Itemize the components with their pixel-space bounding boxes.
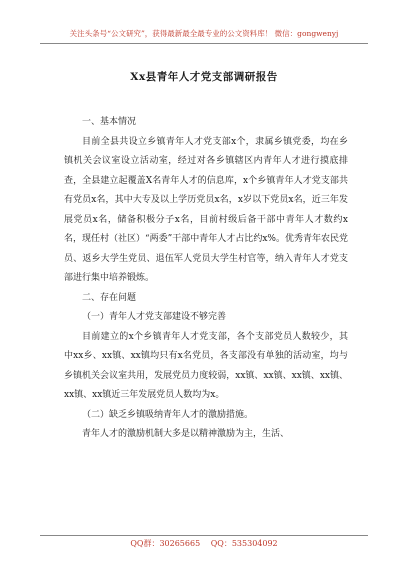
header-divider [40,43,368,44]
paragraph: 目前建立的x个乡镇青年人才党支部，各个支部党员人数较少，其中xx乡、xx镇、xx镇均只有x名党员，各支部没有单独的活动室，均与乡镇机关会议室共用，发展党员力度较弱，xx镇、xx镇、xx镇、xx镇、xx镇、xx镇近三年发展党员人数均为x。 [64,331,348,400]
document-title: Xx县青年人才党支部调研报告 [130,71,278,83]
footer-qq-group: QQ群：30265665 [130,539,201,548]
section-heading: 一、基本情况 [82,117,137,127]
paragraph: 目前全县共设立乡镇青年人才党支部x个，隶属乡镇党委，均在乡镇机关会议室设立活动室，经过对各乡镇辖区内青年人才进行摸底排查，全县建立起覆盖X名青年人才的信息库，x个乡镇青年人才党支部共有党员x名，其中大专及以上学历党员x名，x岁以下党员x名，近三年发展党员x名，储备积极分子x名，目前村级后备干部中青年人才数约x名，现任村（社区）“两委”干部中青年人才占比约x%。优秀青年农民党员、返乡大学生党员、退伍军人党员大学生村官等，纳入青年人才党支部进行集中培养锻炼。 [64,136,348,283]
page-header-banner: 关注头条号“公文研究”，获得最新最全最专业的公文资料库！ 微信：gongwenyj [69,29,339,38]
section-heading: 二、存在问题 [82,292,137,303]
footer-qq: QQ：535304092 [210,539,278,548]
subsection-heading: （二）缺乏乡镇吸纳青年人才的激励措施。 [82,409,254,420]
paragraph: 青年人才的激励机制大多是以精神激励为主，生活、 [82,429,290,439]
footer-divider [40,535,368,536]
page-footer [0,538,408,549]
subsection-heading: （一）青年人才党支部建设不够完善 [82,312,227,322]
document-body [64,113,348,445]
